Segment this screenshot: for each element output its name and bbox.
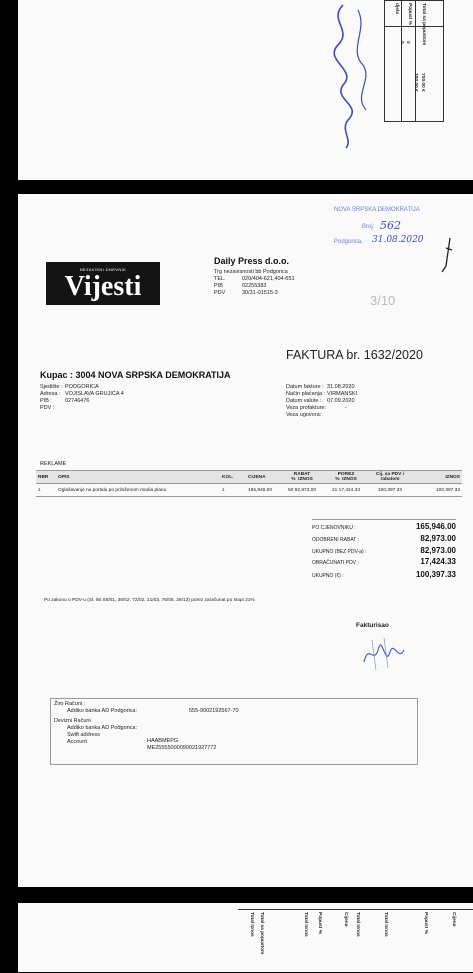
- pib-label: PIB: [214, 283, 223, 289]
- col-header-djela: djela: [394, 3, 399, 14]
- grand-total-row: [312, 570, 456, 581]
- col-rabat-iznos: IZNOS: [298, 477, 313, 482]
- field-label: Adresa :: [40, 391, 61, 397]
- cell-kol: 1: [220, 484, 246, 497]
- pdv-label: PDV: [214, 290, 226, 296]
- devizni-title: Devizni Računi: [54, 718, 91, 724]
- col-header: Popust %: [317, 912, 322, 934]
- cell-rbr: 1: [36, 484, 56, 497]
- col-cijena: CIJENA: [246, 471, 280, 484]
- logo-tagline: NEZAVISNI DNEVNIK: [79, 267, 127, 272]
- col-header: Total Iznos: [355, 912, 360, 937]
- col-header-popust: Popust %: [407, 3, 412, 25]
- cell-opis: Oglašavanje na portalu po priloženom media planu: [56, 484, 220, 497]
- total-label: ODOBRENI RABAT :: [312, 537, 360, 543]
- col-iznos: IZNOS: [412, 471, 462, 484]
- col-header-total: Total sa popustom: [421, 3, 426, 46]
- invoice-title: FAKTURA br. 1632/2020: [286, 348, 423, 362]
- total-label: UKUPNO (€) :: [312, 573, 344, 579]
- field-label: Način plaćanja :: [286, 391, 326, 397]
- field-label: PDV :: [40, 405, 55, 411]
- field-value: 07.09.2020: [327, 398, 355, 404]
- total-value: 700.00 €: [413, 73, 418, 92]
- cell-rabat-pct: 50: [287, 487, 294, 493]
- col-header: Total Iznos: [303, 912, 308, 937]
- col-porez-group: POREZ: [337, 472, 355, 477]
- received-stamp: [330, 205, 450, 250]
- tel-value: 020/404-621,404-651: [242, 276, 295, 282]
- swift-label: Swift address: [67, 732, 101, 738]
- cell-porez-pct: 21: [331, 487, 338, 493]
- field-label: Veza profakture:: [286, 405, 327, 411]
- field-label: Sjedište :: [40, 384, 63, 390]
- stamp-date-label: Podgorica,: [334, 239, 363, 245]
- next-page-fragment: [18, 903, 473, 972]
- pib-value: 02255383: [242, 283, 267, 289]
- col-header: Total sa popustom: [259, 912, 264, 955]
- total-value: 82,973.00: [420, 534, 456, 543]
- items-section-title: REKLAME: [40, 461, 67, 467]
- page-number: 3/10: [370, 293, 396, 308]
- invoice-details: [286, 384, 446, 419]
- cell-iznos: 100,397.33: [412, 484, 462, 497]
- company-address: Trg nezavisnosti bb Podgorica: [214, 269, 288, 275]
- total-value: 17,424.33: [420, 557, 456, 566]
- account-label: Account: [67, 739, 87, 745]
- handwritten-mark: [438, 236, 458, 276]
- field-value: 02746476: [65, 398, 90, 404]
- company-name: Daily Press d.o.o.: [214, 256, 290, 266]
- buyer-name: Kupac : 3004 NOVA SRPSKA DEMOKRATIJA: [40, 370, 231, 380]
- summary-table-fragment: [384, 0, 444, 122]
- ziro-account: 555-9002192567-70: [189, 708, 239, 714]
- col-porez-pct: %: [335, 477, 340, 482]
- zero-value: 0: [399, 41, 404, 44]
- totals-divider: [312, 519, 456, 520]
- col-header: Popust %: [423, 912, 428, 934]
- col-header: Total Iznos: [249, 912, 254, 937]
- vat-note: Po zakonu o PDV-u (Sl. list 65/01, 38/02, 72/02, 21/03, 76/05, 29/13) porez zaračunat po stopi 21%: [44, 598, 255, 603]
- items-table: [36, 470, 462, 497]
- col-rbr: RBR: [36, 471, 56, 484]
- field-value: VOJISLAVA GRUJIĆA 4: [65, 391, 124, 397]
- stamp-date-value: 31.08.2020: [372, 235, 424, 245]
- ziro-bank: Addiko banka AD Podgorica:: [67, 708, 138, 714]
- previous-page-fragment: [18, 0, 473, 180]
- total-label: UKUPNO (BEZ PDV-a) :: [312, 549, 367, 555]
- field-value: VIRMANSKI: [327, 391, 358, 397]
- stamp-broj-value: 562: [380, 219, 401, 232]
- col-header: Cijena: [451, 912, 456, 927]
- total-value: 100,397.33: [415, 570, 456, 579]
- total-label: OBRAČUNATI PDV :: [312, 560, 359, 566]
- field-label: Datum fakture :: [286, 384, 324, 390]
- logo-name: Vijesti: [64, 271, 142, 302]
- total-row: [312, 534, 456, 545]
- col-header: Cijena: [343, 912, 348, 927]
- issuer-label: Fakturisao: [356, 622, 389, 629]
- devizni-bank: Addiko banka AD Podgorica:: [67, 725, 138, 731]
- total-value: 165,946.00: [415, 522, 456, 531]
- col-rabat-group: RABAT: [293, 472, 311, 477]
- stamp-broj-label: Broj:: [362, 224, 375, 230]
- company-block: [214, 256, 364, 297]
- total-value: 82,973.00: [420, 546, 456, 555]
- total-label: PO CJENOVNIKU :: [312, 525, 356, 531]
- field-label: PIB :: [40, 398, 52, 404]
- total-row: [312, 546, 456, 557]
- stamp-org: NOVA SRPSKA DEMOKRATIJA: [334, 207, 420, 213]
- pdv-value: 30/31-01515-3: [242, 290, 278, 296]
- cell-rabat-iznos: 82,973.00: [294, 487, 317, 493]
- bottom-table-fragment: [238, 909, 473, 973]
- field-label: Veza ugovora:: [286, 412, 322, 418]
- col-porez-iznos: IZNOS: [342, 477, 357, 482]
- bank-accounts-box: [50, 698, 418, 765]
- zero-value: 0: [405, 41, 410, 44]
- tel-label: TEL.: [214, 276, 226, 282]
- cell-cij-pdv: 100,397.33: [368, 484, 412, 497]
- field-value: PODGORICA: [65, 384, 99, 390]
- buyer-details: [40, 384, 220, 412]
- table-header: [36, 471, 462, 484]
- col-rabat-pct: %: [291, 477, 296, 482]
- col-kol: KOL.: [220, 471, 246, 484]
- col-opis: OPIS: [56, 471, 220, 484]
- vijesti-logo: [46, 262, 160, 305]
- swift-value: HAABMEPG: [147, 738, 179, 744]
- field-label: Datum valute :: [286, 398, 322, 404]
- cell-cijena: 165,946.00: [246, 484, 280, 497]
- col-header: Total Iznos: [383, 912, 388, 937]
- ziro-title: Žiro Računi :: [54, 701, 86, 707]
- col-cij-pdv: Cij. sa PDV i rabatom: [368, 471, 412, 484]
- cell-porez-iznos: 17,424.33: [338, 487, 361, 493]
- field-value: 31.08.2020: [327, 384, 355, 390]
- total-value: 700.00 €: [420, 73, 425, 92]
- total-row: [312, 557, 456, 568]
- table-row: [36, 484, 462, 497]
- total-row: [312, 522, 456, 533]
- issuer-signature: [354, 632, 414, 672]
- field-value: -: [345, 405, 347, 411]
- account-value: ME25555000090021927772: [147, 745, 217, 751]
